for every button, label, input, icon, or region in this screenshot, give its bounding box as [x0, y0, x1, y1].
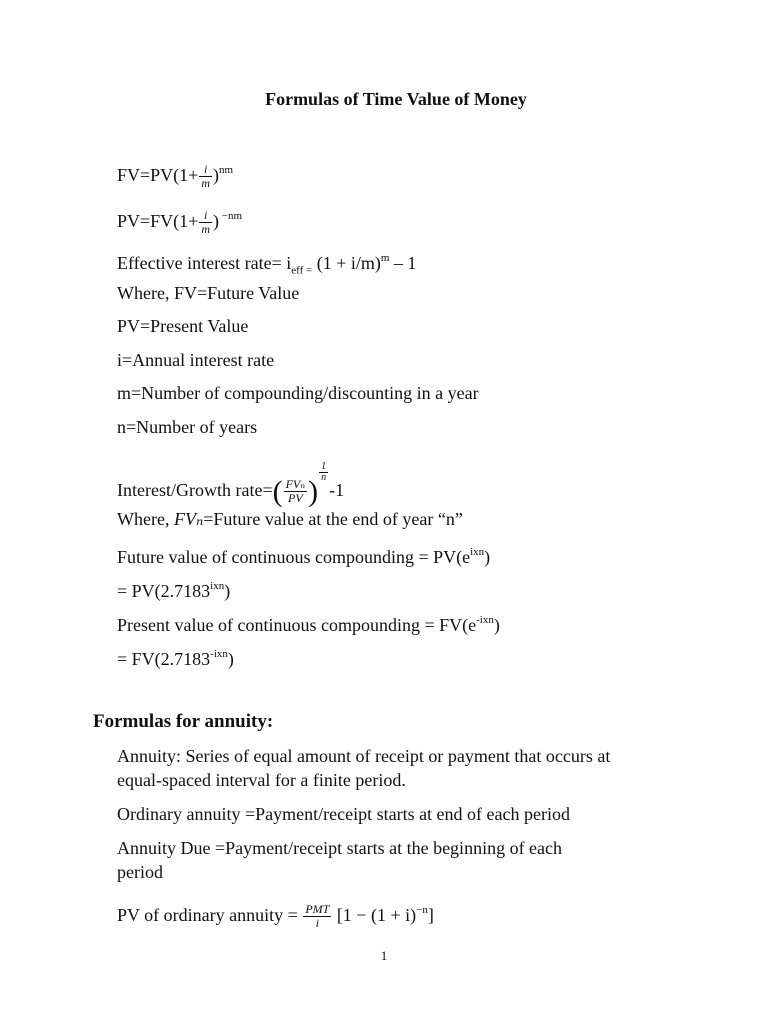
effective-rate-formula: Effective interest rate= $i_{eff =}$ $(1 + i/m)^m - 1$	[117, 252, 417, 277]
page-title: Formulas of Time Value of Money	[265, 89, 527, 109]
fv-formula: FV=PV(1+ $\frac{i}{m}$ )$^{nm}$	[117, 162, 234, 191]
growth-rate-formula: Interest/Growth rate=( $\frac{\text{FVₙ}}{PV}$ ) $\frac{1}{n}$ -1	[117, 461, 345, 508]
n-definition: n=Number of years	[117, 417, 258, 437]
pv-formula: PV=FV(1+ $\frac{i}{m}$ ) $^{-nm}$	[117, 208, 243, 237]
annuity-definition-line2: equal-spaced interval for a finite period.	[117, 770, 406, 790]
annuity-heading: Formulas for annuity:	[93, 711, 274, 732]
fraction: $\frac{\text{PMT}}{i}$	[305, 902, 330, 931]
ordinary-annuity: Ordinary annuity =Payment/receipt starts at end of each period	[117, 804, 570, 824]
pv-continuous: Present value of continuous compounding = $FV(e^{-ixn})$	[117, 614, 500, 635]
fraction: $\frac{i}{m}$	[201, 162, 210, 191]
pv-definition: PV=Present Value	[117, 316, 249, 336]
pv-ordinary-annuity-formula: PV of ordinary annuity = $\frac{\text{PMT}}{i}$ $[1 - (1 + i)^{-n}]$	[117, 902, 434, 931]
where-fvn: Where, FVₙ=Future value at the end of year “n”	[117, 509, 463, 529]
annuity-definition-line1: Annuity: Series of equal amount of receipt or payment that occurs at	[117, 746, 611, 766]
pv-continuous-value: = $FV(2.7183^{-ixn})$	[117, 648, 234, 669]
where-fv: Where, FV=Future Value	[117, 283, 300, 303]
page-number: 1	[380, 948, 388, 963]
m-definition: m=Number of compounding/discounting in a year	[117, 383, 479, 403]
fv-continuous: Future value of continuous compounding = $PV(e^{ixn})$	[117, 546, 491, 567]
annuity-due-line1: Annuity Due =Payment/receipt starts at the beginning of each	[117, 838, 563, 858]
i-definition: i=Annual interest rate	[117, 350, 275, 370]
fraction: $\frac{\text{FVₙ}}{PV}$	[285, 477, 306, 506]
exponent-fraction: $\frac{1}{n}$	[321, 461, 327, 483]
annuity-due-line2: period	[117, 862, 163, 882]
fv-continuous-value: = $PV(2.7183^{ixn})$	[117, 580, 231, 601]
fraction: $\frac{i}{m}$	[201, 208, 210, 237]
